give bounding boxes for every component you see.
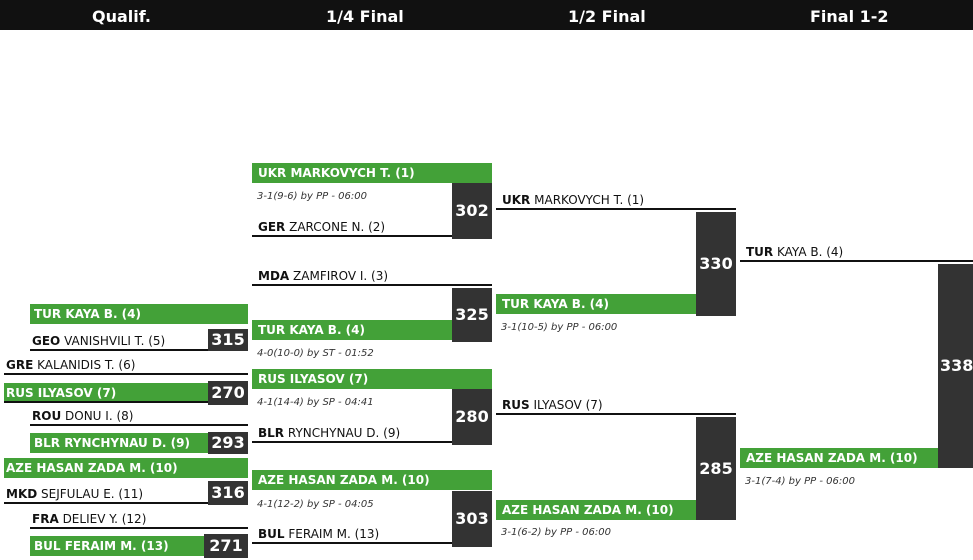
- match-271-loser[interactable]: [30, 509, 248, 529]
- match-293-loser[interactable]: [30, 406, 248, 426]
- match-number-280[interactable]: 280: [452, 389, 492, 445]
- athlete-name: RYNCHYNAU D. (9): [287, 426, 401, 440]
- match-325-loser[interactable]: [252, 266, 492, 286]
- match-285-loser[interactable]: [496, 395, 736, 415]
- nation-code: MKD: [6, 487, 38, 501]
- match-325-winner[interactable]: TUR KAYA B. (4): [252, 320, 452, 340]
- match-330-loser[interactable]: [496, 190, 736, 210]
- match-number-302[interactable]: 302: [452, 183, 492, 239]
- match-number-293[interactable]: 293: [208, 432, 248, 454]
- athlete-name: SEJFULAU E. (11): [41, 487, 144, 501]
- match-number-316[interactable]: 316: [208, 481, 248, 505]
- match-303-result: 4-1(12-2) by SP - 04:05: [257, 499, 374, 510]
- match-number-330[interactable]: 330: [696, 212, 736, 316]
- athlete-name: DONU I. (8): [65, 409, 134, 423]
- athlete-name: ZARCONE N. (2): [289, 220, 386, 234]
- match-330-result: 3-1(10-5) by PP - 06:00: [501, 322, 618, 333]
- match-330-winner[interactable]: TUR KAYA B. (4): [496, 294, 696, 314]
- athlete-name: ZAMFIROV I. (3): [293, 269, 389, 283]
- nation-code: MDA: [258, 269, 290, 283]
- round-label-qualif: Qualif.: [92, 7, 151, 26]
- match-302-result: 3-1(9-6) by PP - 06:00: [257, 191, 367, 202]
- match-302-winner[interactable]: UKR MARKOVYCH T. (1): [252, 163, 492, 183]
- match-285-result: 3-1(6-2) by PP - 06:00: [501, 527, 611, 538]
- round-label-final: Final 1-2: [810, 7, 889, 26]
- athlete-name: ILYASOV (7): [533, 398, 603, 412]
- match-number-303[interactable]: 303: [452, 491, 492, 547]
- match-number-271[interactable]: 271: [204, 534, 248, 558]
- match-316-loser[interactable]: [4, 484, 208, 504]
- match-number-270[interactable]: 270: [208, 381, 248, 405]
- nation-code: RUS: [502, 398, 530, 412]
- match-280-loser[interactable]: [252, 423, 452, 443]
- athlete-name: FERAIM M. (13): [288, 527, 380, 541]
- nation-code: ROU: [32, 409, 62, 423]
- match-270-winner[interactable]: RUS ILYASOV (7): [4, 383, 208, 403]
- match-number-325[interactable]: 325: [452, 288, 492, 342]
- match-302-loser[interactable]: [252, 217, 452, 237]
- nation-code: BLR: [258, 426, 285, 440]
- athlete-name: DELIEV Y. (12): [62, 512, 147, 526]
- qualif-bye-entry[interactable]: [4, 355, 248, 375]
- match-325-result: 4-0(10-0) by ST - 01:52: [257, 348, 374, 359]
- nation-code: UKR: [502, 193, 531, 207]
- round-label-quarter: 1/4 Final: [326, 7, 404, 26]
- nation-code: GER: [258, 220, 286, 234]
- match-303-loser[interactable]: [252, 524, 452, 544]
- match-316-winner[interactable]: AZE HASAN ZADA M. (10): [4, 458, 248, 478]
- round-header-bar: [0, 0, 973, 30]
- match-293-winner[interactable]: BLR RYNCHYNAU D. (9): [30, 433, 208, 453]
- match-285-winner[interactable]: AZE HASAN ZADA M. (10): [496, 500, 696, 520]
- match-315-winner[interactable]: TUR KAYA B. (4): [30, 304, 248, 324]
- match-338-loser[interactable]: [740, 242, 973, 262]
- match-338-result: 3-1(7-4) by PP - 06:00: [745, 476, 855, 487]
- athlete-name: KAYA B. (4): [777, 245, 844, 259]
- round-label-semi: 1/2 Final: [568, 7, 646, 26]
- nation-code: TUR: [746, 245, 774, 259]
- match-338-winner[interactable]: AZE HASAN ZADA M. (10): [740, 448, 938, 468]
- match-303-winner[interactable]: AZE HASAN ZADA M. (10): [252, 470, 492, 490]
- match-280-winner[interactable]: RUS ILYASOV (7): [252, 369, 492, 389]
- athlete-name: MARKOVYCH T. (1): [534, 193, 645, 207]
- nation-code: GEO: [32, 334, 61, 348]
- nation-code: BUL: [258, 527, 285, 541]
- match-number-338[interactable]: 338: [938, 264, 973, 468]
- match-280-result: 4-1(14-4) by SP - 04:41: [257, 397, 374, 408]
- match-315-loser[interactable]: [30, 331, 208, 351]
- athlete-name: KALANIDIS T. (6): [37, 358, 136, 372]
- match-number-285[interactable]: 285: [696, 417, 736, 520]
- athlete-name: VANISHVILI T. (5): [64, 334, 166, 348]
- nation-code: GRE: [6, 358, 34, 372]
- nation-code: FRA: [32, 512, 59, 526]
- match-number-315[interactable]: 315: [208, 329, 248, 351]
- match-271-winner[interactable]: BUL FERAIM M. (13): [30, 536, 204, 556]
